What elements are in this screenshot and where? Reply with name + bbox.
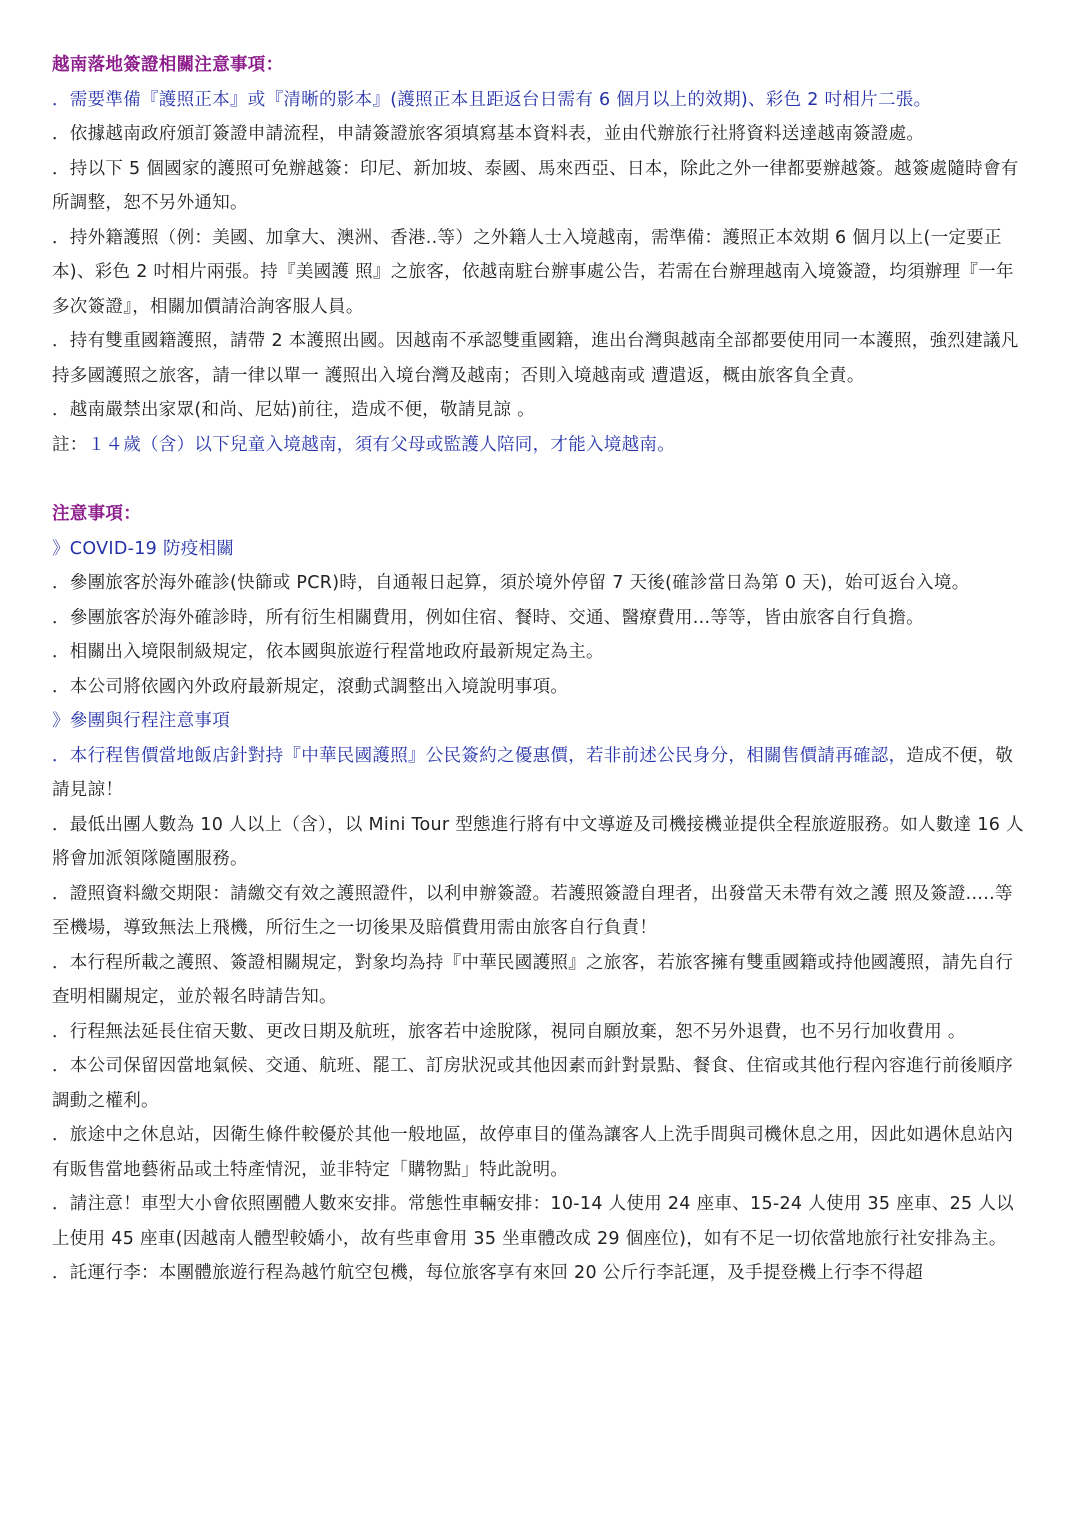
tour-subheading: 》參團與行程注意事項 — [52, 711, 230, 731]
tour-item-min-group: ．最低出團人數為 10 人以上（含），以 Mini Tour 型態進行將有中文導遊及司機接機並提供全程旅遊服務。如人數達 16 人將會加派領隊隨團服務。 — [52, 814, 1024, 869]
covid-item-updates: ．本公司將依國內外政府最新規定，滾動式調整出入境說明事項。 — [52, 676, 569, 697]
visa-section-heading: 越南落地簽證相關注意事項： — [52, 55, 284, 75]
visa-note-prefix: 註： — [52, 434, 88, 455]
tour-item-no-extension: ．行程無法延長住宿天數、更改日期及航班，旅客若中途脫隊，視同自願放棄，恕不另外退費，也不另行加收費用 。 — [52, 1021, 966, 1042]
document-body — [52, 48, 1024, 1291]
visa-item-passport: ．需要準備『護照正本』或『清晰的影本』(護照正本且距返台日需有 6 個月以上的效期)、彩色 2 吋相片二張。 — [52, 89, 932, 110]
visa-item-process: ．依據越南政府頒訂簽證申請流程，申請簽證旅客須填寫基本資料表，並由代辦旅行社將資料送達越南簽證處。 — [52, 124, 925, 144]
covid-item-costs: ．參團旅客於海外確診時，所有衍生相關費用，例如住宿、餐時、交通、醫療費用...等等，皆由旅客自行負擔。 — [52, 607, 924, 628]
notes-section-heading: 注意事項： — [52, 504, 141, 524]
section-spacer — [52, 462, 1024, 497]
visa-item-foreign-passport: ．持外籍護照（例：美國、加拿大、澳洲、香港..等）之外籍人士入境越南，需準備：護照正本效期 6 個月以上(一定要正本)、彩色 2 吋相片兩張。持『美國護 照』之旅客，依越南駐台辦事處公告，若需在台辦理越南入境簽證，均須辦理『一年多次簽證』，相關加價請洽詢客服人員。 — [52, 227, 1014, 317]
tour-item-pricing — [52, 739, 1024, 808]
covid-item-rules: ．相關出入境限制級規定，依本國與旅遊行程當地政府最新規定為主。 — [52, 642, 604, 662]
covid-subheading: 》COVID-19 防疫相關 — [52, 538, 235, 559]
visa-note-text: １４歲（含）以下兒童入境越南，須有父母或監護人陪同，才能入境越南。 — [87, 434, 676, 455]
covid-item-confirmed: ．參團旅客於海外確診(快篩或 PCR)時，自通報日起算，須於境外停留 7 天後(確診當日為第 0 天)，始可返台入境。 — [52, 573, 970, 593]
tour-item-pricing-rest: 造成不便，敬 請見諒！ — [52, 745, 1014, 800]
tour-item-passport-rules: ．本行程所載之護照、簽證相關規定，對象均為持『中華民國護照』之旅客，若旅客擁有雙重國籍或持他國護照，請先自行查明相關規定，並於報名時請告知。 — [52, 952, 1014, 1007]
tour-item-itinerary-rights: ．本公司保留因當地氣候、交通、航班、罷工、訂房狀況或其他因素而針對景點、餐食、住宿或其他行程內容進行前後順序調動之權利。 — [52, 1056, 1014, 1111]
tour-item-rest-stops: ．旅途中之休息站，因衛生條件較優於其他一般地區，故停車目的僅為讓客人上洗手間與司機休息之用，因此如遇休息站內有販售當地藝術品或土特產情況，並非特定「購物點」特此說明。 — [52, 1125, 1014, 1180]
tour-item-pricing-highlight: ．本行程售價當地飯店針對持『中華民國護照』公民簽約之優惠價，若非前述公民身分，相關售價請再確認， — [52, 745, 907, 766]
visa-item-dual-nationality: ．持有雙重國籍護照，請帶 2 本護照出國。因越南不承認雙重國籍，進出台灣與越南全部都要使用同一本護照，強烈建議凡持多國護照之旅客，請一律以單一 護照出入境台灣及越南；否則入境越南或 遭遣返，概由旅客負全責。 — [52, 331, 1019, 386]
visa-item-monks: ．越南嚴禁出家眾(和尚、尼姑)前往，造成不便，敬請見諒 。 — [52, 400, 535, 420]
visa-note — [52, 428, 1024, 463]
tour-item-luggage: ．託運行李：本團體旅遊行程為越竹航空包機，每位旅客享有來回 20 公斤行李託運，及手提登機上行李不得超 — [52, 1263, 924, 1283]
tour-item-documents: ．證照資料繳交期限：請繳交有效之護照證件，以利申辦簽證。若護照簽證自理者，出發當天未帶有效之護 照及簽證.....等至機場，導致無法上飛機，所衍生之一切後果及賠償費用需由旅客自行負責！ — [52, 883, 1013, 938]
tour-item-vehicles: ．請注意！車型大小會依照團體人數來安排。常態性車輛安排：10-14 人使用 24 座車、15-24 人使用 35 座車、25 人以上使用 45 座車(因越南人體型較嬌小，故有些車會用 35 坐車體改成 29 個座位)，如有不足一切依當地旅行社安排為主。 — [52, 1194, 1014, 1249]
visa-item-exempt: ．持以下 5 個國家的護照可免辦越簽：印尼、新加坡、泰國、馬來西亞、日本，除此之外一律都要辦越簽。越簽處隨時會有所調整，恕不另外通知。 — [52, 158, 1019, 213]
